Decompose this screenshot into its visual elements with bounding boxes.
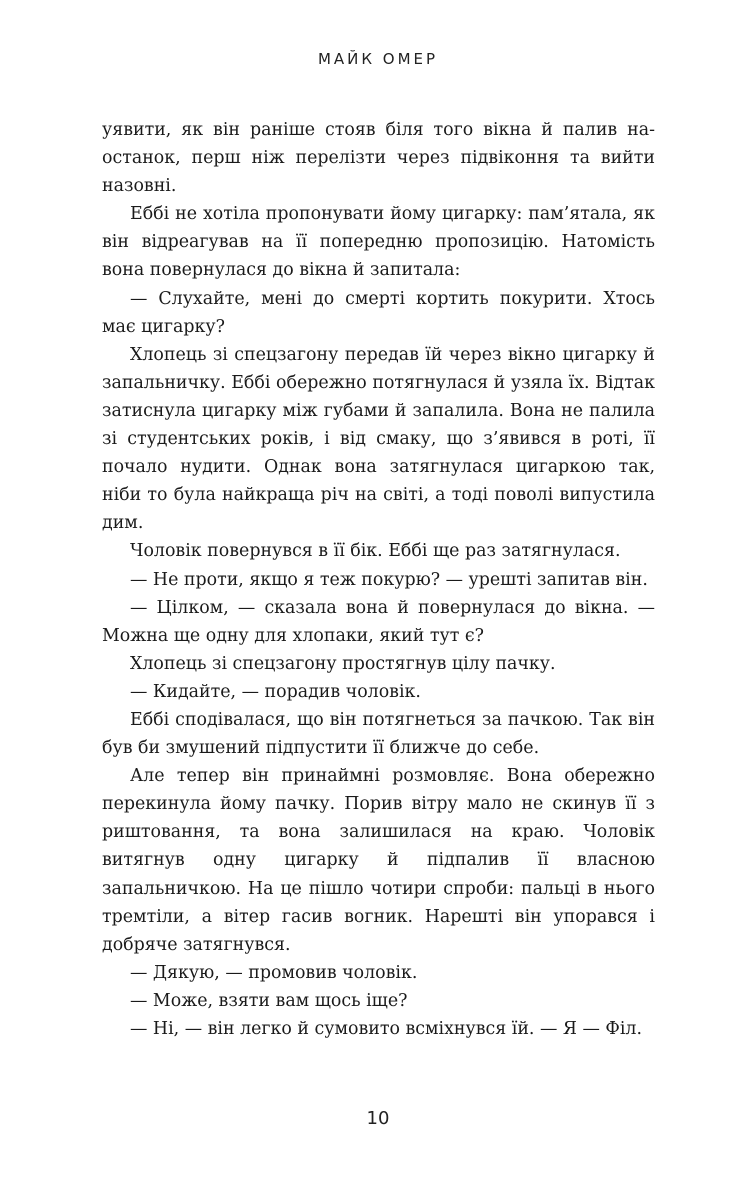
paragraph: — Кидайте, — порадив чоловік. bbox=[130, 681, 421, 702]
page-body-text bbox=[102, 116, 655, 1043]
paragraph: — Може, взяти вам щось іще? bbox=[130, 990, 408, 1011]
page-number: 10 bbox=[366, 1108, 390, 1129]
paragraph: Еббі не хотіла пропонувати йому цигарку: пам’ятала, як він відреагував на її попередню пропозицію. Натомість вона повернулася до вікна й запитала: bbox=[102, 204, 655, 281]
paragraph: Еббі сподівалася, що він потягнеться за пачкою. Так він був би змушений підпустити її ближче до себе. bbox=[102, 709, 655, 759]
paragraph: Хлопець зі спецзагону простягнув цілу пачку. bbox=[130, 653, 556, 674]
paragraph: Але тепер він принаймні розмовляє. Вона обережно перекинула йому пачку. Порив вітру мало не скинув її з риштовання, та вона залишилася на краю. Чоловік витягнув одну цигарку й підпалив її власною запальничкою. На це пішло чотири спроби: пальці в нього тремтіли, а вітер гасив вогник. Нарешті він упорався і добряче затягнувся. bbox=[102, 766, 655, 955]
paragraph: уявити, як він раніше стояв біля того вікна й палив наостанок, перш ніж перелізти через підвіконня та вийти назовні. bbox=[102, 120, 655, 197]
paragraph: — Цілком, — сказала вона й повернулася до вікна. — Можна ще одну для хлопаки, який тут є? bbox=[102, 597, 655, 646]
paragraph: Чоловік повернувся в її бік. Еббі ще раз затягнулася. bbox=[130, 541, 621, 562]
paragraph: — Дякую, — промовив чоловік. bbox=[130, 962, 418, 983]
paragraph: Хлопець зі спецзагону передав їй через вікно цигарку й запальничку. Еббі обережно потягнулася й узяла їх. Відтак затиснула цигарку між губами й запалила. Вона не палила зі студентських років, і від смаку, що з’явився в роті, її почало нудити. Однак вона затягнулася цигаркою так, ніби то була найкраща річ на світі, а тоді поволі випустила дим. bbox=[102, 344, 655, 534]
running-head-author: МАЙК ОМЕР bbox=[317, 50, 439, 68]
paragraph: — Слухайте, мені до смерті кортить покурити. Хтось має цигарку? bbox=[102, 288, 655, 337]
paragraph: — Ні, — він легко й сумовито всміхнувся їй. — Я — Філ. bbox=[130, 1019, 642, 1039]
paragraph: — Не проти, якщо я теж покурю? — урешті запитав він. bbox=[130, 569, 648, 590]
